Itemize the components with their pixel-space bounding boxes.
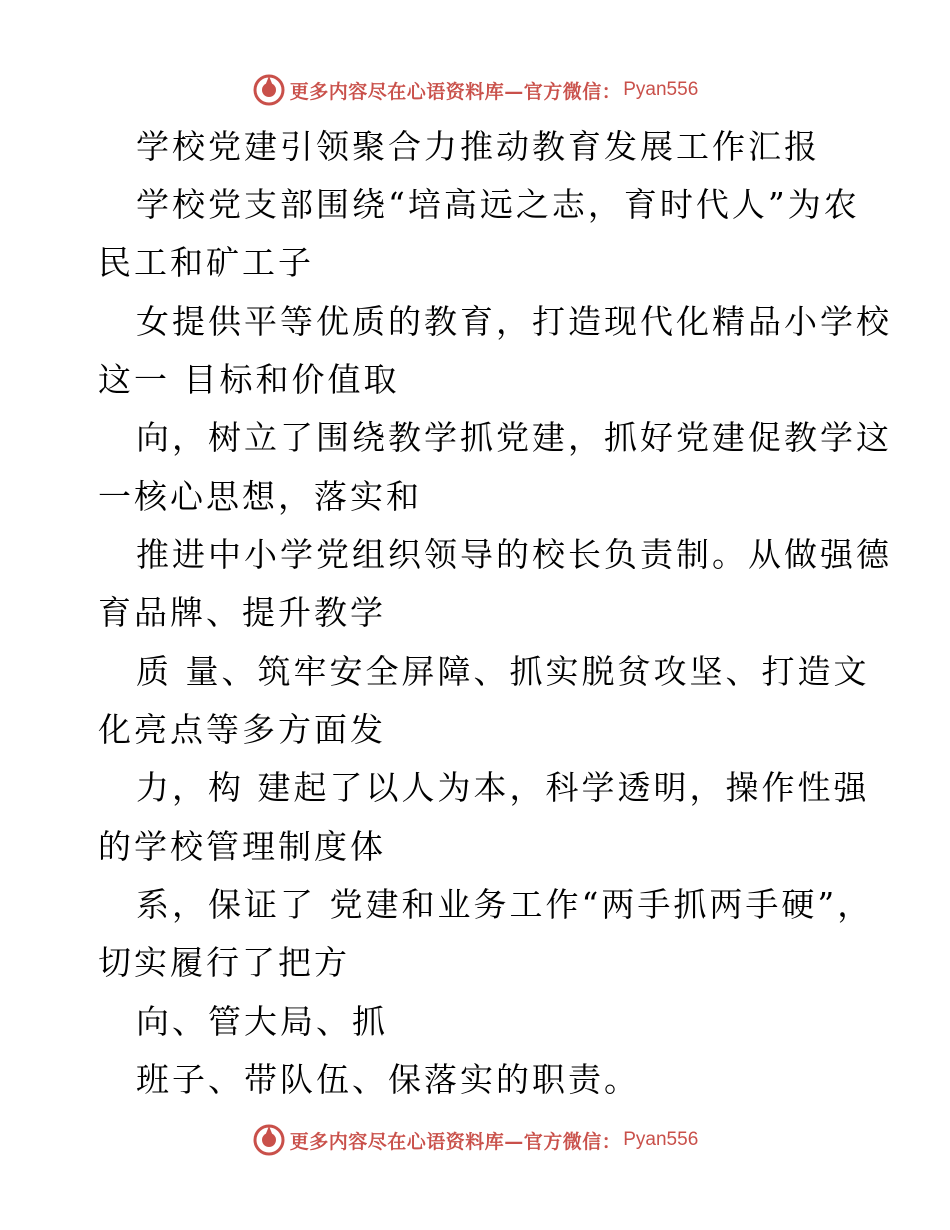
paragraph-line: 这一 目标和价值取 bbox=[98, 360, 400, 399]
paragraph-line: 民工和矿工子 bbox=[98, 243, 314, 282]
paragraph-line: 向、管大局、抓 bbox=[136, 1002, 388, 1041]
paragraph-line: 学校党支部围绕“培高远之志，育时代人”为农 bbox=[136, 185, 860, 224]
watermark-text: 更多内容尽在心语资料库—官方微信： bbox=[289, 80, 622, 103]
watermark-banner-top bbox=[0, 72, 950, 108]
document-title: 学校党建引领聚合力推动教育发展工作汇报 bbox=[136, 127, 820, 166]
paragraph-line: 系，保证了 党建和业务工作“两手抓两手硬”， bbox=[136, 885, 874, 924]
brand-logo-icon bbox=[252, 1123, 286, 1157]
paragraph-line: 班子、带队伍、保落实的职责。 bbox=[136, 1060, 640, 1099]
paragraph-line: 切实履行了把方 bbox=[98, 943, 350, 982]
paragraph-line: 一核心思想，落实和 bbox=[98, 477, 422, 516]
paragraph-line: 的学校管理制度体 bbox=[98, 827, 386, 866]
brand-logo-icon bbox=[252, 73, 286, 107]
paragraph-line: 女提供平等优质的教育，打造现代化精品小学校 bbox=[136, 302, 892, 341]
paragraph-line: 向，树立了围绕教学抓党建，抓好党建促教学这 bbox=[136, 418, 892, 457]
paragraph-line: 质 量、筑牢安全屏障、抓实脱贫攻坚、打造文 bbox=[136, 652, 870, 691]
paragraph-line: 育品牌、提升教学 bbox=[98, 593, 386, 632]
watermark-handle: Pyan556 bbox=[623, 1129, 699, 1150]
paragraph-line: 化亮点等多方面发 bbox=[98, 710, 386, 749]
paragraph-line: 力，构 建起了以人为本，科学透明，操作性强 bbox=[136, 768, 870, 807]
watermark-handle: Pyan556 bbox=[623, 79, 699, 100]
watermark-banner-bottom bbox=[0, 1122, 950, 1158]
paragraph-line: 推进中小学党组织领导的校长负责制。从做强德 bbox=[136, 535, 892, 574]
watermark-text: 更多内容尽在心语资料库—官方微信： bbox=[289, 1130, 622, 1153]
